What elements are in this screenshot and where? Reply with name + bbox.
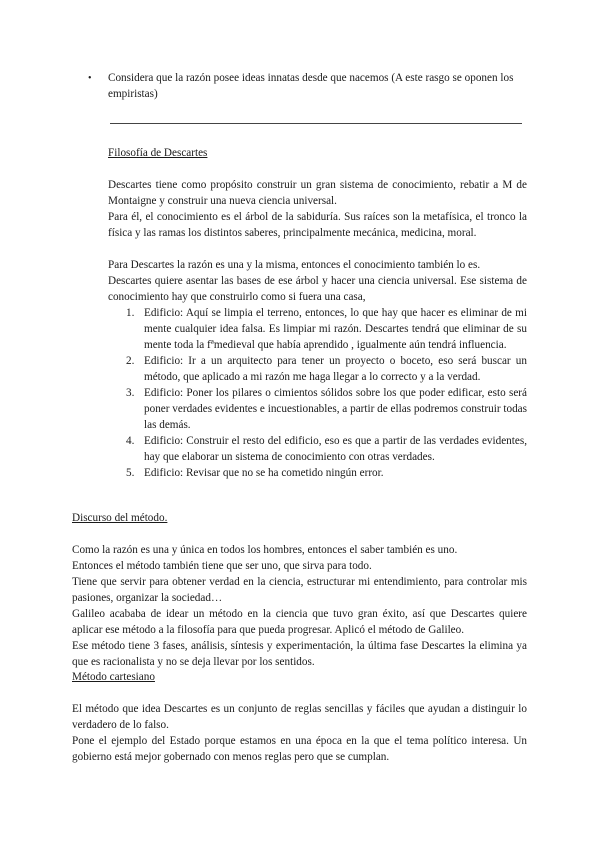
list-item [108, 353, 527, 385]
list-item-text: Edificio: Revisar que no se ha cometido ningún error. [144, 467, 384, 479]
section-discurso [72, 510, 527, 670]
paragraph: Para Descartes la razón es una y la misma, entonces el conocimiento también lo es. [108, 259, 481, 271]
paragraph: Como la razón es una y única en todos los hombres, entonces el saber también es uno. [72, 544, 458, 556]
paragraph: Descartes quiere asentar las bases de ese árbol y hacer una ciencia universal. Ese sistema de conocimiento hay que construirlo como si fuera una casa, [108, 275, 527, 303]
paragraph: Entonces el método también tiene que ser uno, que sirva para todo. [72, 560, 372, 572]
section-metodo [72, 669, 527, 765]
list-item-text: Edificio: Construir el resto del edificio, eso es que a partir de las verdades evidentes, hay que elaborar un sistema de conocimiento con otras verdades. [144, 435, 527, 463]
intro-bullet [88, 70, 528, 102]
paragraph: Para él, el conocimiento es el árbol de la sabiduría. Sus raíces son la metafísica, el tronco la física y las ramas los distintos saberes, principalmente mecánica, medicina, moral. [108, 211, 527, 239]
section-heading-metodo: Método cartesiano [72, 671, 155, 683]
paragraph: Descartes tiene como propósito construir un gran sistema de conocimiento, rebatir a M de Montaigne y construir una nueva ciencia universal. [108, 179, 527, 207]
section-filosofia [108, 145, 527, 481]
paragraph: Ese método tiene 3 fases, análisis, síntesis y experimentación, la última fase Descartes la elimina ya que es racionalista y no se deja llevar por los sentidos. [72, 640, 527, 668]
list-item-text: Edificio: Poner los pilares o cimientos sólidos sobre los que poder edificar, esto será poner verdades evidentes e incuestionables, a partir de ellas podremos construir todas las demás. [144, 387, 527, 431]
list-number: 5. [126, 467, 135, 479]
paragraph: Tiene que servir para obtener verdad en la ciencia, estructurar mi entendimiento, para controlar mis pasiones, organizar la sociedad… [72, 576, 527, 604]
list-number: 1. [126, 307, 135, 319]
paragraph: Galileo acababa de idear un método en la ciencia que tuvo gran éxito, así que Descartes quiere aplicar ese método a la filosofía para que pueda progresar. Aplicó el método de Galileo. [72, 608, 527, 636]
bullet-marker: • [88, 73, 92, 84]
intro-bullet-text: Considera que la razón posee ideas innatas desde que nacemos (A este rasgo se oponen los empiristas) [108, 72, 514, 100]
building-steps-list [108, 305, 527, 481]
list-number: 3. [126, 387, 135, 399]
list-item [108, 433, 527, 465]
list-item [108, 385, 527, 433]
paragraph: El método que idea Descartes es un conjunto de reglas sencillas y fáciles que ayudan a distinguir lo verdadero de lo falso. [72, 703, 527, 731]
section-heading-discurso: Discurso del método. [72, 512, 168, 524]
list-number: 2. [126, 355, 135, 367]
section-heading-filosofia: Filosofía de Descartes [108, 147, 208, 159]
list-item-text: Edificio: Aquí se limpia el terreno, entonces, lo que hay que hacer es eliminar de mi mente cualquier idea falsa. Es limpiar mi razón. Descartes tendrá que eliminar de su mente toda la fªmedieval que había aprendido , igualmente aún tendrá influencia. [144, 307, 527, 351]
horizontal-divider [110, 123, 522, 124]
paragraph: Pone el ejemplo del Estado porque estamos en una época en la que el tema político interesa. Un gobierno está mejor gobernado con menos reglas pero que se cumplan. [72, 735, 527, 763]
list-item-text: Edificio: Ir a un arquitecto para tener un proyecto o boceto, eso será buscar un método, que aplicado a mi razón me haga llegar a lo correcto y a la verdad. [144, 355, 527, 383]
list-item [108, 305, 527, 353]
list-number: 4. [126, 435, 135, 447]
list-item [108, 465, 527, 481]
